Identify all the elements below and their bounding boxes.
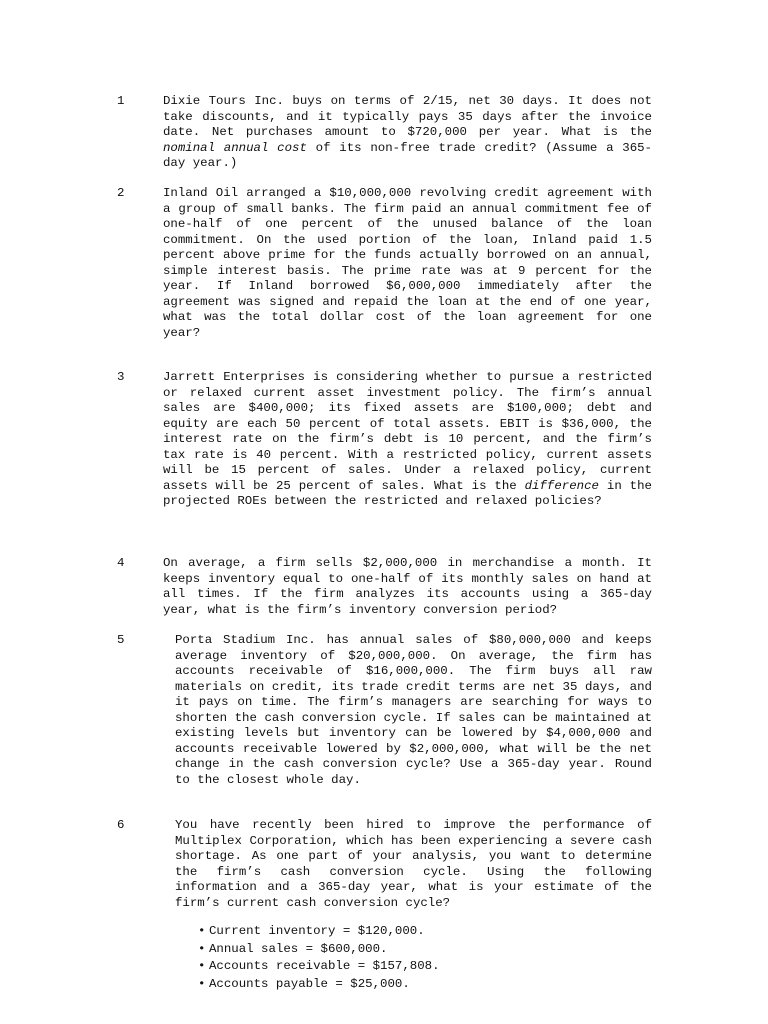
list-item: • Current inventory = $120,000.: [198, 923, 440, 941]
bullet-icon: •: [198, 924, 206, 938]
list-item: • Accounts payable = $25,000.: [198, 976, 440, 994]
question-number: 1: [117, 94, 125, 108]
question-text: Porta Stadium Inc. has annual sales of $80,000,000 and keeps average inventory of $20,000,000. On average, the firm has accounts receivable of $16,000,000. The firm buys all raw materials on credit, its trade credit terms are net 35 days, and it pays on time. The firm’s managers are searching for ways to shorten the cash conversion cycle. If sales can be maintained at existing levels but inventory can be lowered by $4,000,000 and accounts receivable lowered by $2,000,000, what will be the net change in the cash conversion cycle? Use a 365-day year. Round to the closest whole day.: [175, 633, 652, 787]
question-number: 2: [117, 186, 125, 200]
bullet-icon: •: [198, 941, 206, 956]
question-text: You have recently been hired to improve the performance of Multiplex Corporation, which has been experiencing a severe cash shortage. As one part of your analysis, you want to determine the firm’s cash conversion cycle. Using the following information and a 365-day year, what is your estimate of the firm’s current cash conversion cycle?: [175, 818, 652, 910]
list-item: • Annual sales = $600,000.: [198, 941, 440, 959]
question-text: Dixie Tours Inc. buys on terms of 2/15, net 30 days. It does not take discounts, and it typically pays 35 days after the invoice date. Net purchases amount to $720,000 per year. What is the nominal annual cost of its non-free trade credit? (Assume a 365-day year.): [163, 94, 652, 170]
emphasis: nominal annual cost: [163, 140, 307, 155]
question-number: 3: [117, 370, 125, 384]
list-item: • Accounts receivable = $157,808.: [198, 958, 440, 976]
question-text: Inland Oil arranged a $10,000,000 revolving credit agreement with a group of small banks. The firm paid an annual commitment fee of one-half of one percent of the unused balance of the loan commitment. On the used portion of the loan, Inland paid 1.5 percent above prime for the funds actually borrowed on an annual, simple interest basis. The prime rate was at 9 percent for the year. If Inland borrowed $6,000,000 immediately after the agreement was signed and repaid the loan at the end of one year, what was the total dollar cost of the loan agreement for one year?: [163, 186, 652, 340]
emphasis: difference: [524, 478, 599, 493]
bullet-icon: •: [198, 959, 206, 973]
bullet-list: [198, 923, 440, 993]
question-text: On average, a firm sells $2,000,000 in merchandise a month. It keeps inventory equal to one-half of its monthly sales on hand at all times. If the firm analyzes its accounts using a 365-day year, what is the firm’s inventory conversion period?: [163, 556, 652, 617]
question-number: 5: [117, 633, 125, 647]
bullet-icon: •: [198, 976, 206, 991]
question-number: 4: [117, 556, 125, 570]
question-text: Jarrett Enterprises is considering whether to pursue a restricted or relaxed current asset investment policy. The firm’s annual sales are $400,000; its fixed assets are $100,000; debt and equity are each 50 percent of total assets. EBIT is $36,000, the interest rate on the firm’s debt is 10 percent, and the firm’s tax rate is 40 percent. With a restricted policy, current assets will be 15 percent of sales. Under a relaxed policy, current assets will be 25 percent of sales. What is the difference in the projected ROEs between the restricted and relaxed policies?: [163, 370, 652, 508]
question-number: 6: [117, 818, 125, 832]
